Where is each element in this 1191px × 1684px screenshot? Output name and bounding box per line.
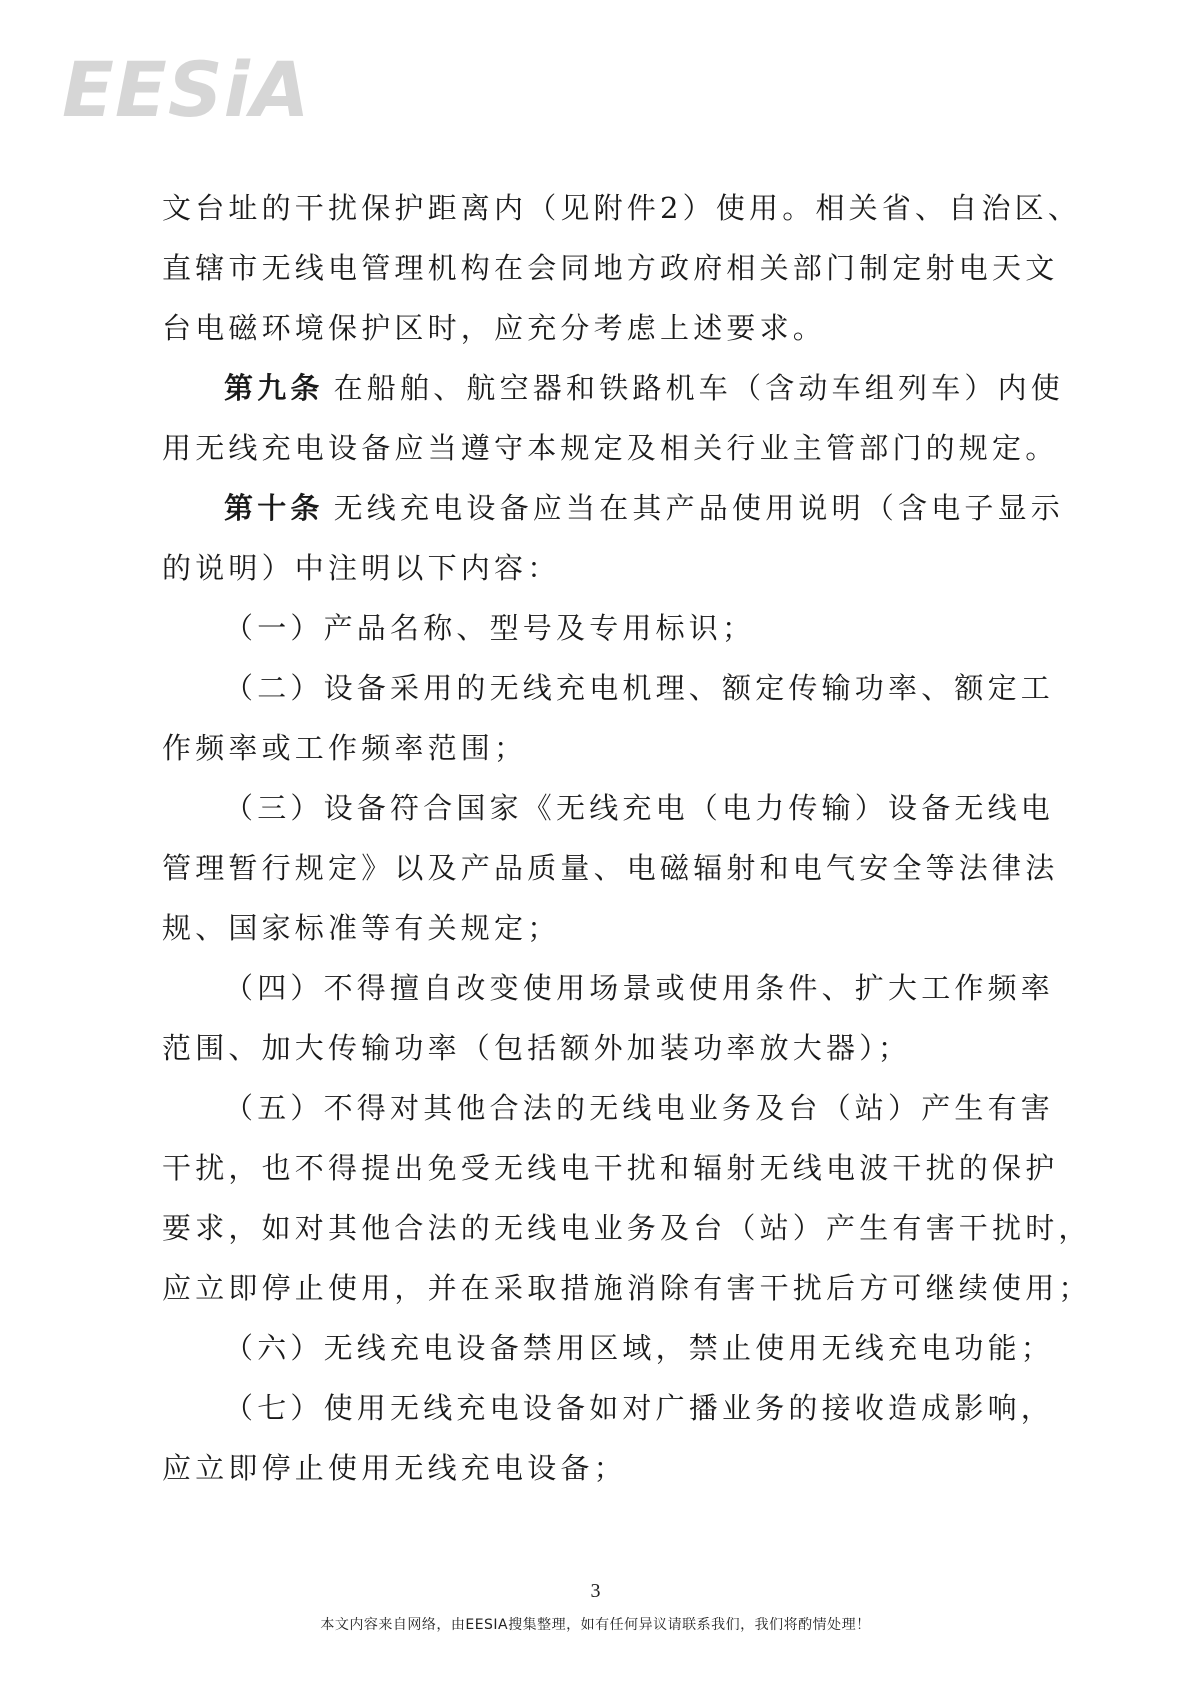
list-item-4: （四）不得擅自改变使用场景或使用条件、扩大工作频率 bbox=[224, 971, 1055, 1005]
paragraph-line: 在船舶、航空器和铁路机车（含动车组列车）内使 bbox=[333, 371, 1065, 405]
paragraph-line: 用无线充电设备应当遵守本规定及相关行业主管部门的规定。 bbox=[162, 431, 1059, 465]
paragraph-line: 直辖市无线电管理机构在会同地方政府相关部门制定射电天文 bbox=[162, 251, 1059, 285]
paragraph-line: 管理暂行规定》以及产品质量、电磁辐射和电气安全等法律法 bbox=[162, 851, 1059, 885]
article-10-first-line bbox=[162, 478, 1065, 538]
footer-disclaimer: 本文内容来自网络，由EESIA搜集整理，如有任何异议请联系我们，我们将酌情处理！ bbox=[320, 1617, 871, 1633]
paragraph-line: 规、国家标准等有关规定； bbox=[162, 911, 561, 945]
article-9-first-line bbox=[162, 358, 1065, 418]
list-item-1: （一）产品名称、型号及专用标识； bbox=[224, 611, 756, 645]
page-number: 3 bbox=[590, 1580, 601, 1602]
paragraph-line: 无线充电设备应当在其产品使用说明（含电子显示 bbox=[333, 491, 1065, 525]
paragraph-line: 文台址的干扰保护距离内（见附件2）使用。相关省、自治区、 bbox=[162, 191, 1082, 225]
list-item-6: （六）无线充电设备禁用区域，禁止使用无线充电功能； bbox=[224, 1331, 1055, 1365]
paragraph-line: 干扰，也不得提出免受无线电干扰和辐射无线电波干扰的保护 bbox=[162, 1151, 1059, 1185]
paragraph-line: 要求，如对其他合法的无线电业务及台（站）产生有害干扰时， bbox=[162, 1211, 1092, 1245]
list-item-7: （七）使用无线充电设备如对广播业务的接收造成影响， bbox=[224, 1391, 1055, 1425]
paragraph-line: 应立即停止使用，并在采取措施消除有害干扰后方可继续使用； bbox=[162, 1271, 1092, 1305]
document-body bbox=[162, 178, 1092, 1498]
list-item-5: （五）不得对其他合法的无线电业务及台（站）产生有害 bbox=[224, 1091, 1055, 1125]
paragraph-line: 的说明）中注明以下内容： bbox=[162, 551, 561, 585]
paragraph-line: 台电磁环境保护区时，应充分考虑上述要求。 bbox=[162, 311, 827, 345]
paragraph-line: 应立即停止使用无线充电设备； bbox=[162, 1451, 627, 1485]
article-10-label: 第十条 bbox=[224, 491, 324, 525]
eesia-logo-watermark: EESiA bbox=[62, 45, 311, 134]
article-9-label: 第九条 bbox=[224, 371, 324, 405]
list-item-3: （三）设备符合国家《无线充电（电力传输）设备无线电 bbox=[224, 791, 1055, 825]
paragraph-line: 作频率或工作频率范围； bbox=[162, 731, 528, 765]
paragraph-line: 范围、加大传输功率（包括额外加装功率放大器）； bbox=[162, 1031, 912, 1065]
list-item-2: （二）设备采用的无线充电机理、额定传输功率、额定工 bbox=[224, 671, 1055, 705]
